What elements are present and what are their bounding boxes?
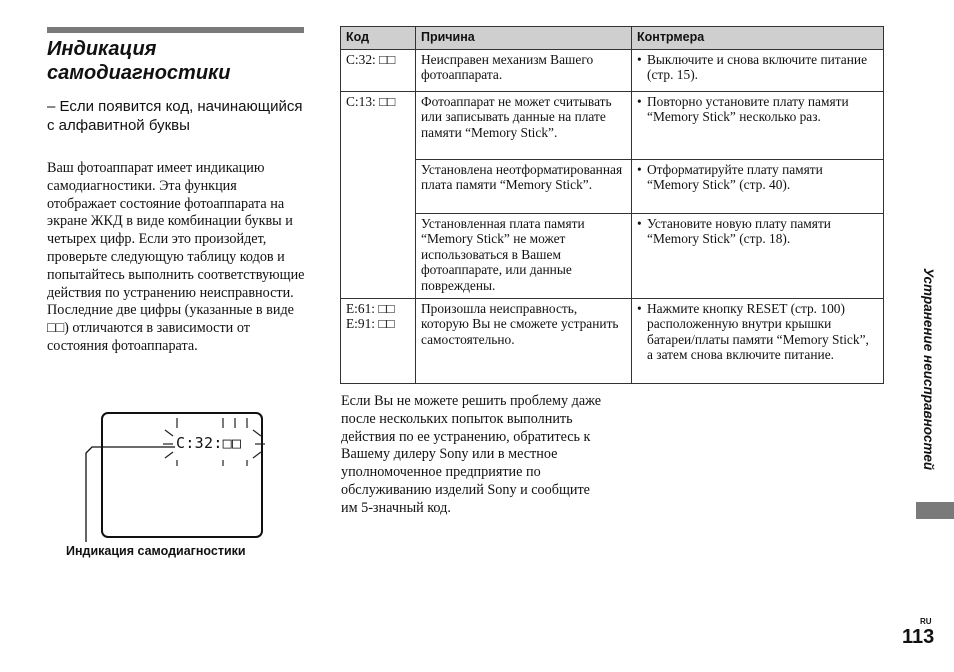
bullet-icon: • (637, 161, 642, 177)
table-header-row (341, 27, 884, 50)
section-top-bar (47, 27, 304, 33)
bullet-icon: • (637, 93, 642, 109)
header-code: Код (341, 27, 416, 50)
remedy-cell: • Выключите и снова включите питание (стр. 15). (632, 49, 884, 91)
code-cell: E:61: □□ E:91: □□ (341, 298, 416, 383)
table-row (341, 49, 884, 91)
cause-cell: Фотоаппарат не может считывать или записывать данные на плате памяти “Memory Stick”. (416, 91, 632, 159)
page-title: Индикация самодиагностики (47, 38, 231, 84)
header-remedy: Контрмера (632, 27, 884, 50)
cause-cell: Установлена неотформатированная плата памяти “Memory Stick”. (416, 159, 632, 213)
error-code-table (340, 26, 884, 384)
bullet-icon: • (637, 300, 642, 316)
cause-cell: Неисправен механизм Вашего фотоаппарата. (416, 49, 632, 91)
header-cause: Причина (416, 27, 632, 50)
remedy-cell: • Нажмите кнопку RESET (стр. 100) расположенную внутри крышки батареи/платы памяти “Memory Stick”, а затем снова включите питание. (632, 298, 884, 383)
table-row (341, 298, 884, 383)
code-cell: C:32: □□ (341, 49, 416, 91)
section-side-tab (916, 502, 954, 519)
remedy-cell: • Установите новую плату памяти “Memory Stick” (стр. 18). (632, 213, 884, 298)
cause-cell: Установленная плата памяти “Memory Stick” не может использоваться в Вашем фотоаппарате, или данные повреждены. (416, 213, 632, 298)
section-side-label: Устранение неисправностей (921, 268, 936, 471)
table-row (341, 213, 884, 298)
support-paragraph: Если Вы не можете решить проблему даже после нескольких попыток выполнить действия по ее устранению, обратитесь к Вашему дилеру Sony или в местное уполномоченное предприятие по обслуживанию изделий Sony и сообщите им 5-значный код. (341, 393, 602, 516)
language-code: RU (920, 617, 932, 626)
bullet-icon: • (637, 215, 642, 231)
lcd-error-code: C:32:□□ (176, 434, 242, 452)
table-row (341, 159, 884, 213)
page-subtitle: – Если появится код, начинающийся с алфавитной буквы (47, 98, 303, 134)
remedy-cell: • Отформатируйте плату памяти “Memory Stick” (стр. 40). (632, 159, 884, 213)
code-cell: C:13: □□ (341, 91, 416, 298)
intro-paragraph: Ваш фотоаппарат имеет индикацию самодиагностики. Эта функция отображает состояние фотоаппарата на экране ЖКД в виде комбинации буквы и четырех цифр. Если это произойдет, проверьте следующую таблицу кодов и попытайтесь выполнить соответствующие действия по устранению неисправности. Последние две цифры (указанные в виде □□) отличаются в зависимости от состояния фотоаппарата. (47, 160, 305, 354)
bullet-icon: • (637, 51, 642, 67)
remedy-cell: • Повторно установите плату памяти “Memory Stick” несколько раз. (632, 91, 884, 159)
cause-cell: Произошла неисправность, которую Вы не сможете устранить самостоятельно. (416, 298, 632, 383)
caption-leader-line (60, 430, 190, 550)
page-number: 113 (902, 626, 935, 648)
table-row (341, 91, 884, 159)
illustration-caption: Индикация самодиагностики (66, 544, 246, 558)
